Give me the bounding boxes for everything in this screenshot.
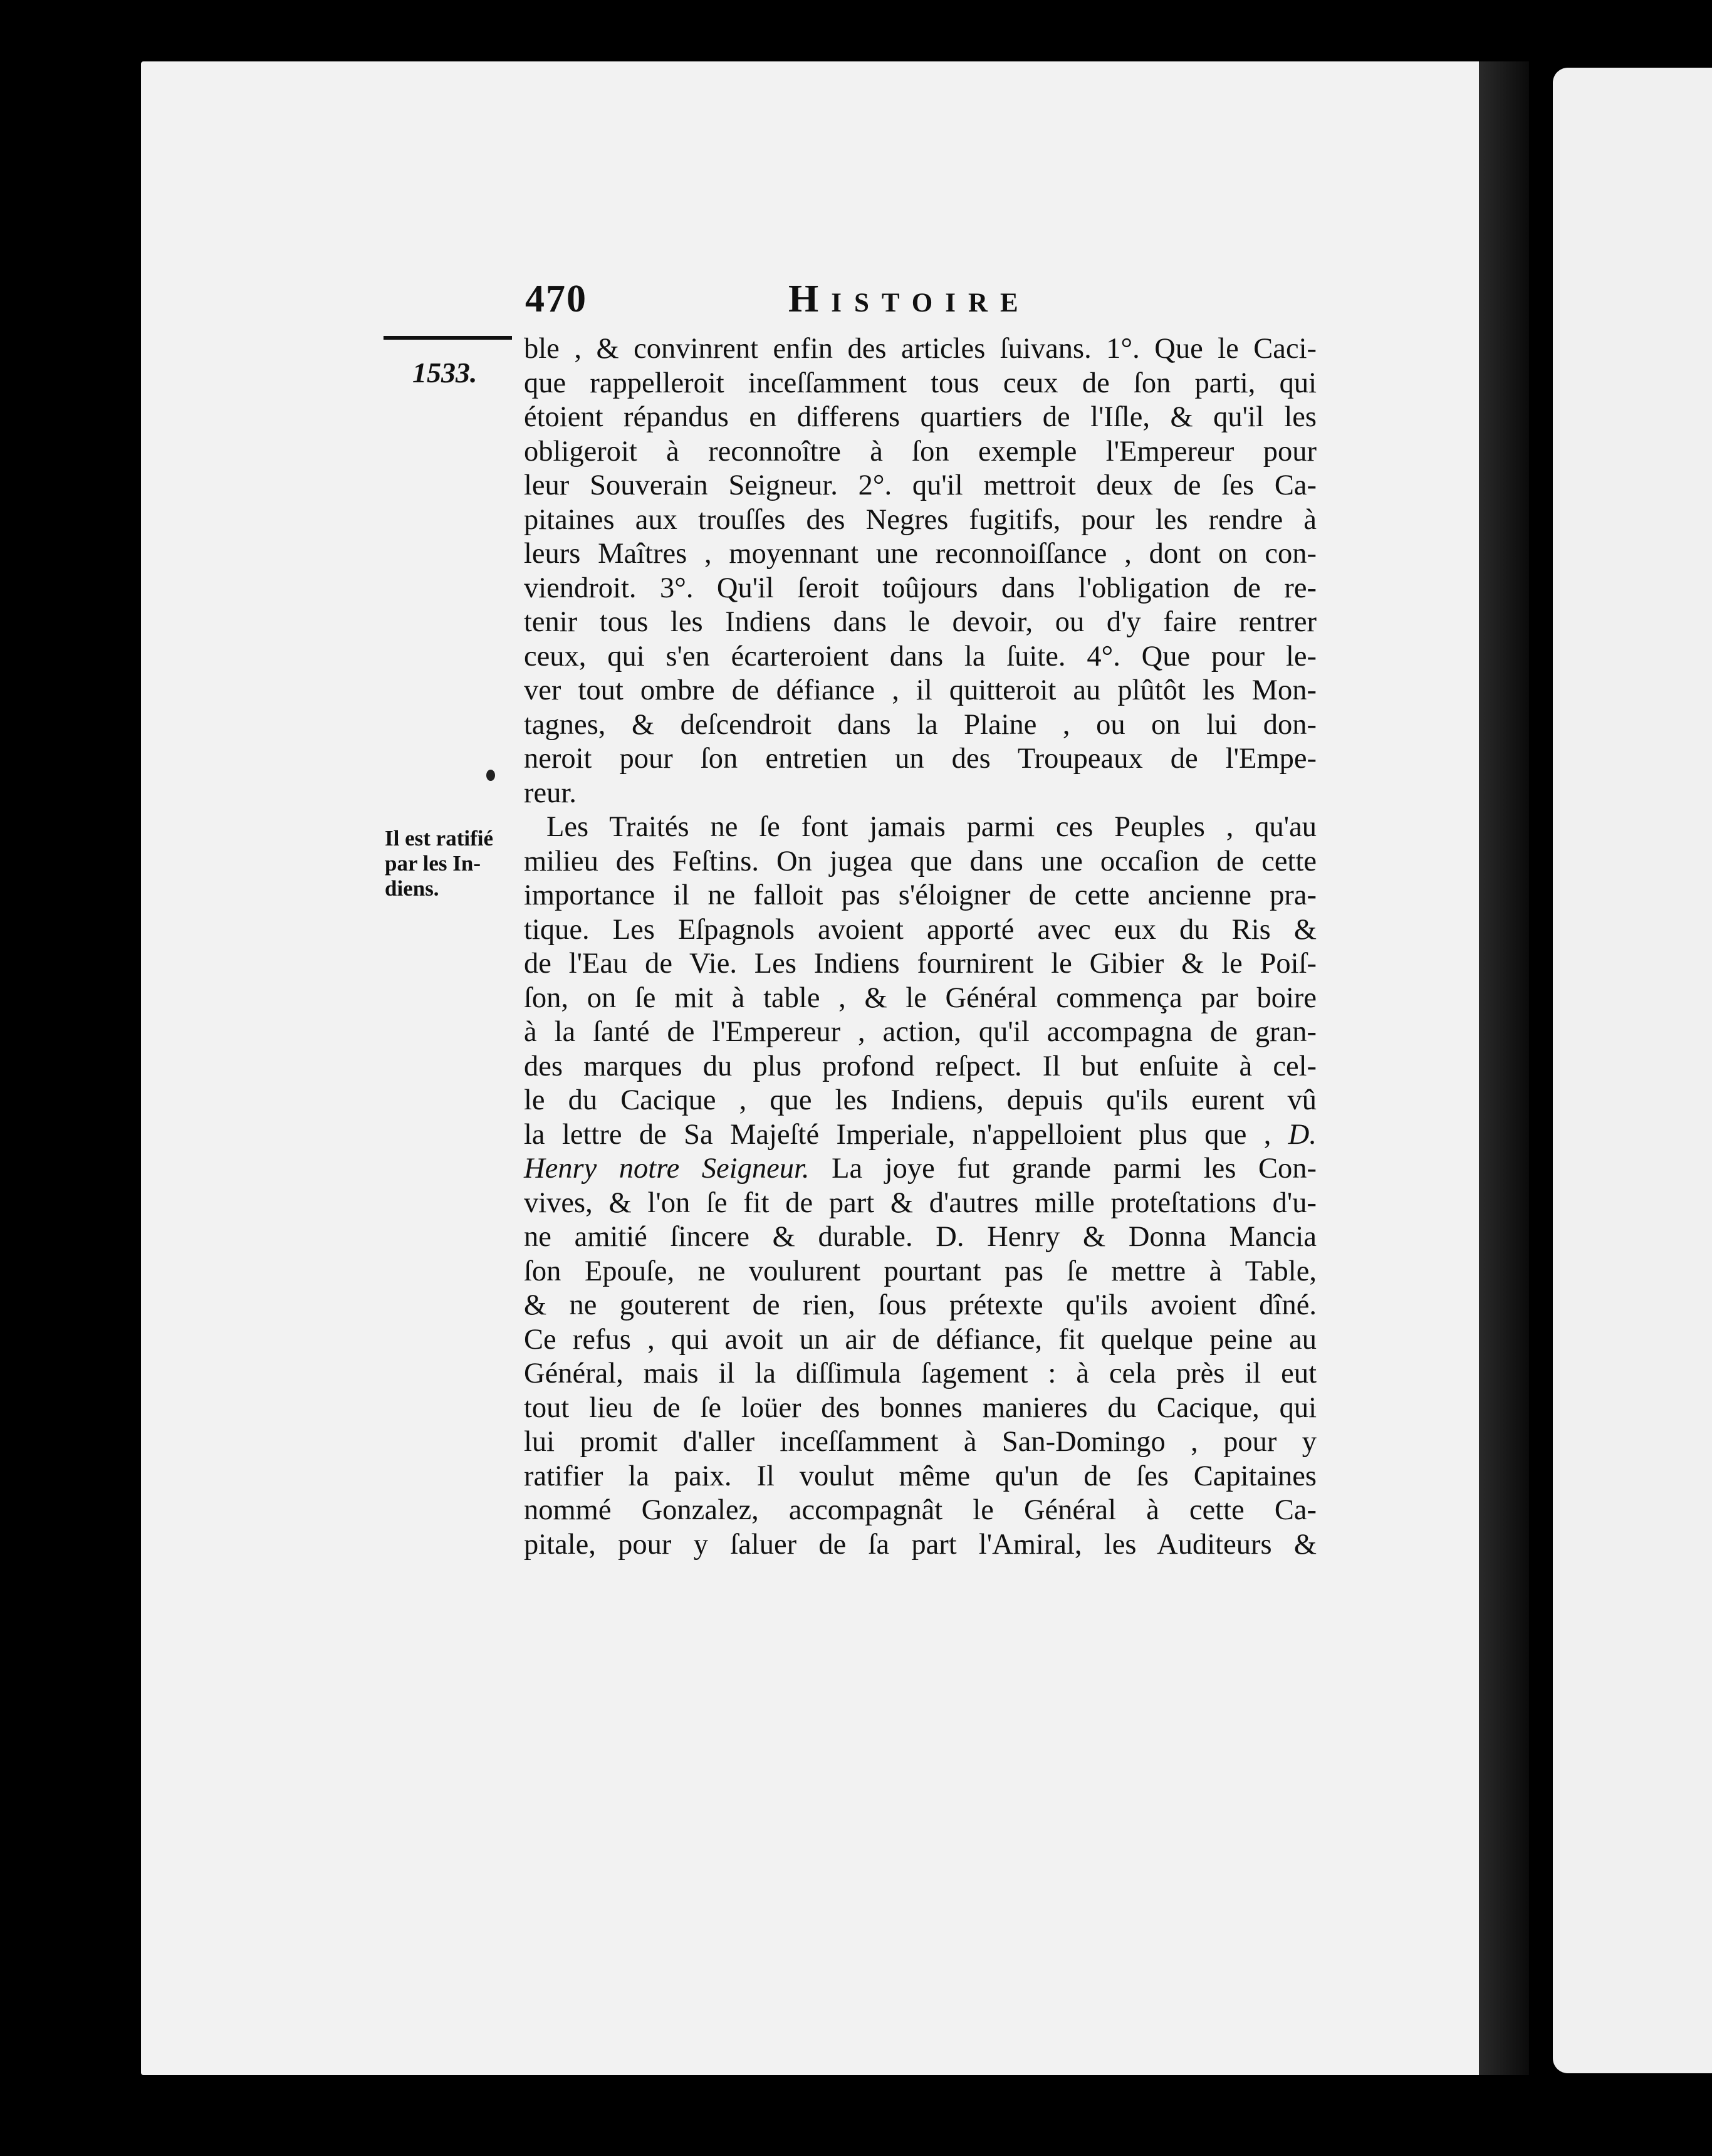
text-line: nommé Gonzalez, accompagnât le Général à cette Ca- bbox=[524, 1494, 1317, 1526]
text-segment: la lettre de Sa Majeſté Imperiale, n'appelloient plus que , bbox=[524, 1118, 1288, 1151]
page-header bbox=[525, 277, 1315, 327]
body-text bbox=[524, 332, 1317, 1562]
page-number: 470 bbox=[525, 278, 587, 320]
margin-note-line: par les In- bbox=[385, 851, 481, 876]
text-line: reur. bbox=[524, 777, 577, 809]
text-line: Ce refus , qui avoit un air de défiance, fit quelque peine au bbox=[524, 1323, 1317, 1356]
text-line: ceux, qui s'en écarteroient dans la ſuite. 4°. Que pour le- bbox=[524, 640, 1317, 672]
text-line: des marques du plus profond reſpect. Il but enſuite à cel- bbox=[524, 1050, 1317, 1082]
text-line: tenir tous les Indiens dans le devoir, ou d'y faire rentrer bbox=[524, 606, 1317, 638]
running-title: Histoire bbox=[788, 278, 1031, 320]
text-line bbox=[524, 1152, 1317, 1186]
text-line: ſon Epouſe, ne voulurent pourtant pas ſe mettre à Table, bbox=[524, 1255, 1317, 1287]
text-line: & ne gouterent de rien, ſous prétexte qu'ils avoient dîné. bbox=[524, 1289, 1317, 1321]
text-line: ratifier la paix. Il voulut même qu'un de ſes Capitaines bbox=[524, 1460, 1317, 1492]
margin-year: 1533. bbox=[412, 357, 478, 389]
text-line: obligeroit à reconnoître à ſon exemple l'Empereur pour bbox=[524, 435, 1317, 468]
text-line: à la ſanté de l'Empereur , action, qu'il accompagna de gran- bbox=[524, 1016, 1317, 1048]
text-line: neroit pour ſon entretien un des Troupeaux de l'Empe- bbox=[524, 743, 1317, 775]
italic-segment: Henry notre Seigneur. bbox=[524, 1153, 810, 1185]
margin-note-line: Il est ratifié bbox=[385, 826, 493, 850]
text-line: ne amitié ſincere & durable. D. Henry & Donna Mancia bbox=[524, 1221, 1317, 1253]
text-segment: La joye fut grande parmi les Con- bbox=[809, 1153, 1317, 1185]
text-line: de l'Eau de Vie. Les Indiens fournirent le Gibier & le Poiſ- bbox=[524, 948, 1317, 980]
page-gutter-shadow bbox=[1479, 61, 1529, 2075]
text-line: leurs Maîtres , moyennant une reconnoiſſance , dont on con- bbox=[524, 538, 1317, 570]
text-line: que rappelleroit inceſſamment tous ceux de ſon parti, qui bbox=[524, 367, 1317, 399]
text-line: tout lieu de ſe loüer des bonnes manieres du Cacique, qui bbox=[524, 1391, 1317, 1424]
italic-segment: D. bbox=[1288, 1118, 1317, 1151]
margin-note bbox=[385, 826, 516, 901]
text-line: Les Traités ne ſe font jamais parmi ces Peuples , qu'au bbox=[546, 811, 1317, 843]
text-line: pitale, pour y ſaluer de ſa part l'Amiral, les Auditeurs & bbox=[524, 1528, 1317, 1561]
margin-rule bbox=[384, 336, 512, 340]
text-line: Général, mais il la diſſimula ſagement : à cela près il eut bbox=[524, 1358, 1317, 1389]
text-line: tique. Les Eſpagnols avoient apporté avec eux du Ris & bbox=[524, 913, 1317, 946]
next-page-edge bbox=[1553, 68, 1712, 2073]
text-line: ble , & convinrent enfin des articles ſuivans. 1°. Que le Caci- bbox=[524, 333, 1317, 365]
text-line: tagnes, & deſcendroit dans la Plaine , ou on lui don- bbox=[524, 708, 1317, 741]
text-line: milieu des Feſtins. On jugea que dans une occaſion de cette bbox=[524, 845, 1317, 877]
text-line: leur Souverain Seigneur. 2°. qu'il mettroit deux de ſes Ca- bbox=[524, 469, 1317, 501]
text-line: ver tout ombre de défiance , il quitteroit au plûtôt les Mon- bbox=[524, 674, 1317, 706]
text-line: lui promit d'aller inceſſamment à San-Domingo , pour y bbox=[524, 1426, 1317, 1458]
margin-note-line: diens. bbox=[385, 876, 439, 901]
ink-blot bbox=[486, 770, 495, 781]
text-line: importance il ne falloit pas s'éloigner de cette ancienne pra- bbox=[524, 879, 1317, 911]
text-line: ſon, on ſe mit à table , & le Général commença par boire bbox=[524, 981, 1317, 1014]
text-line: vives, & l'on ſe fit de part & d'autres mille proteſtations d'u- bbox=[524, 1186, 1317, 1219]
text-line: pitaines aux trouſſes des Negres fugitifs, pour les rendre à bbox=[524, 503, 1317, 536]
text-line: étoient répandus en differens quartiers de l'Iſle, & qu'il les bbox=[524, 401, 1317, 433]
text-line: viendroit. 3°. Qu'il ſeroit toûjours dans l'obligation de re- bbox=[524, 572, 1317, 604]
text-line bbox=[524, 1118, 1317, 1153]
text-line: le du Cacique , que les Indiens, depuis qu'ils eurent vû bbox=[524, 1084, 1317, 1116]
